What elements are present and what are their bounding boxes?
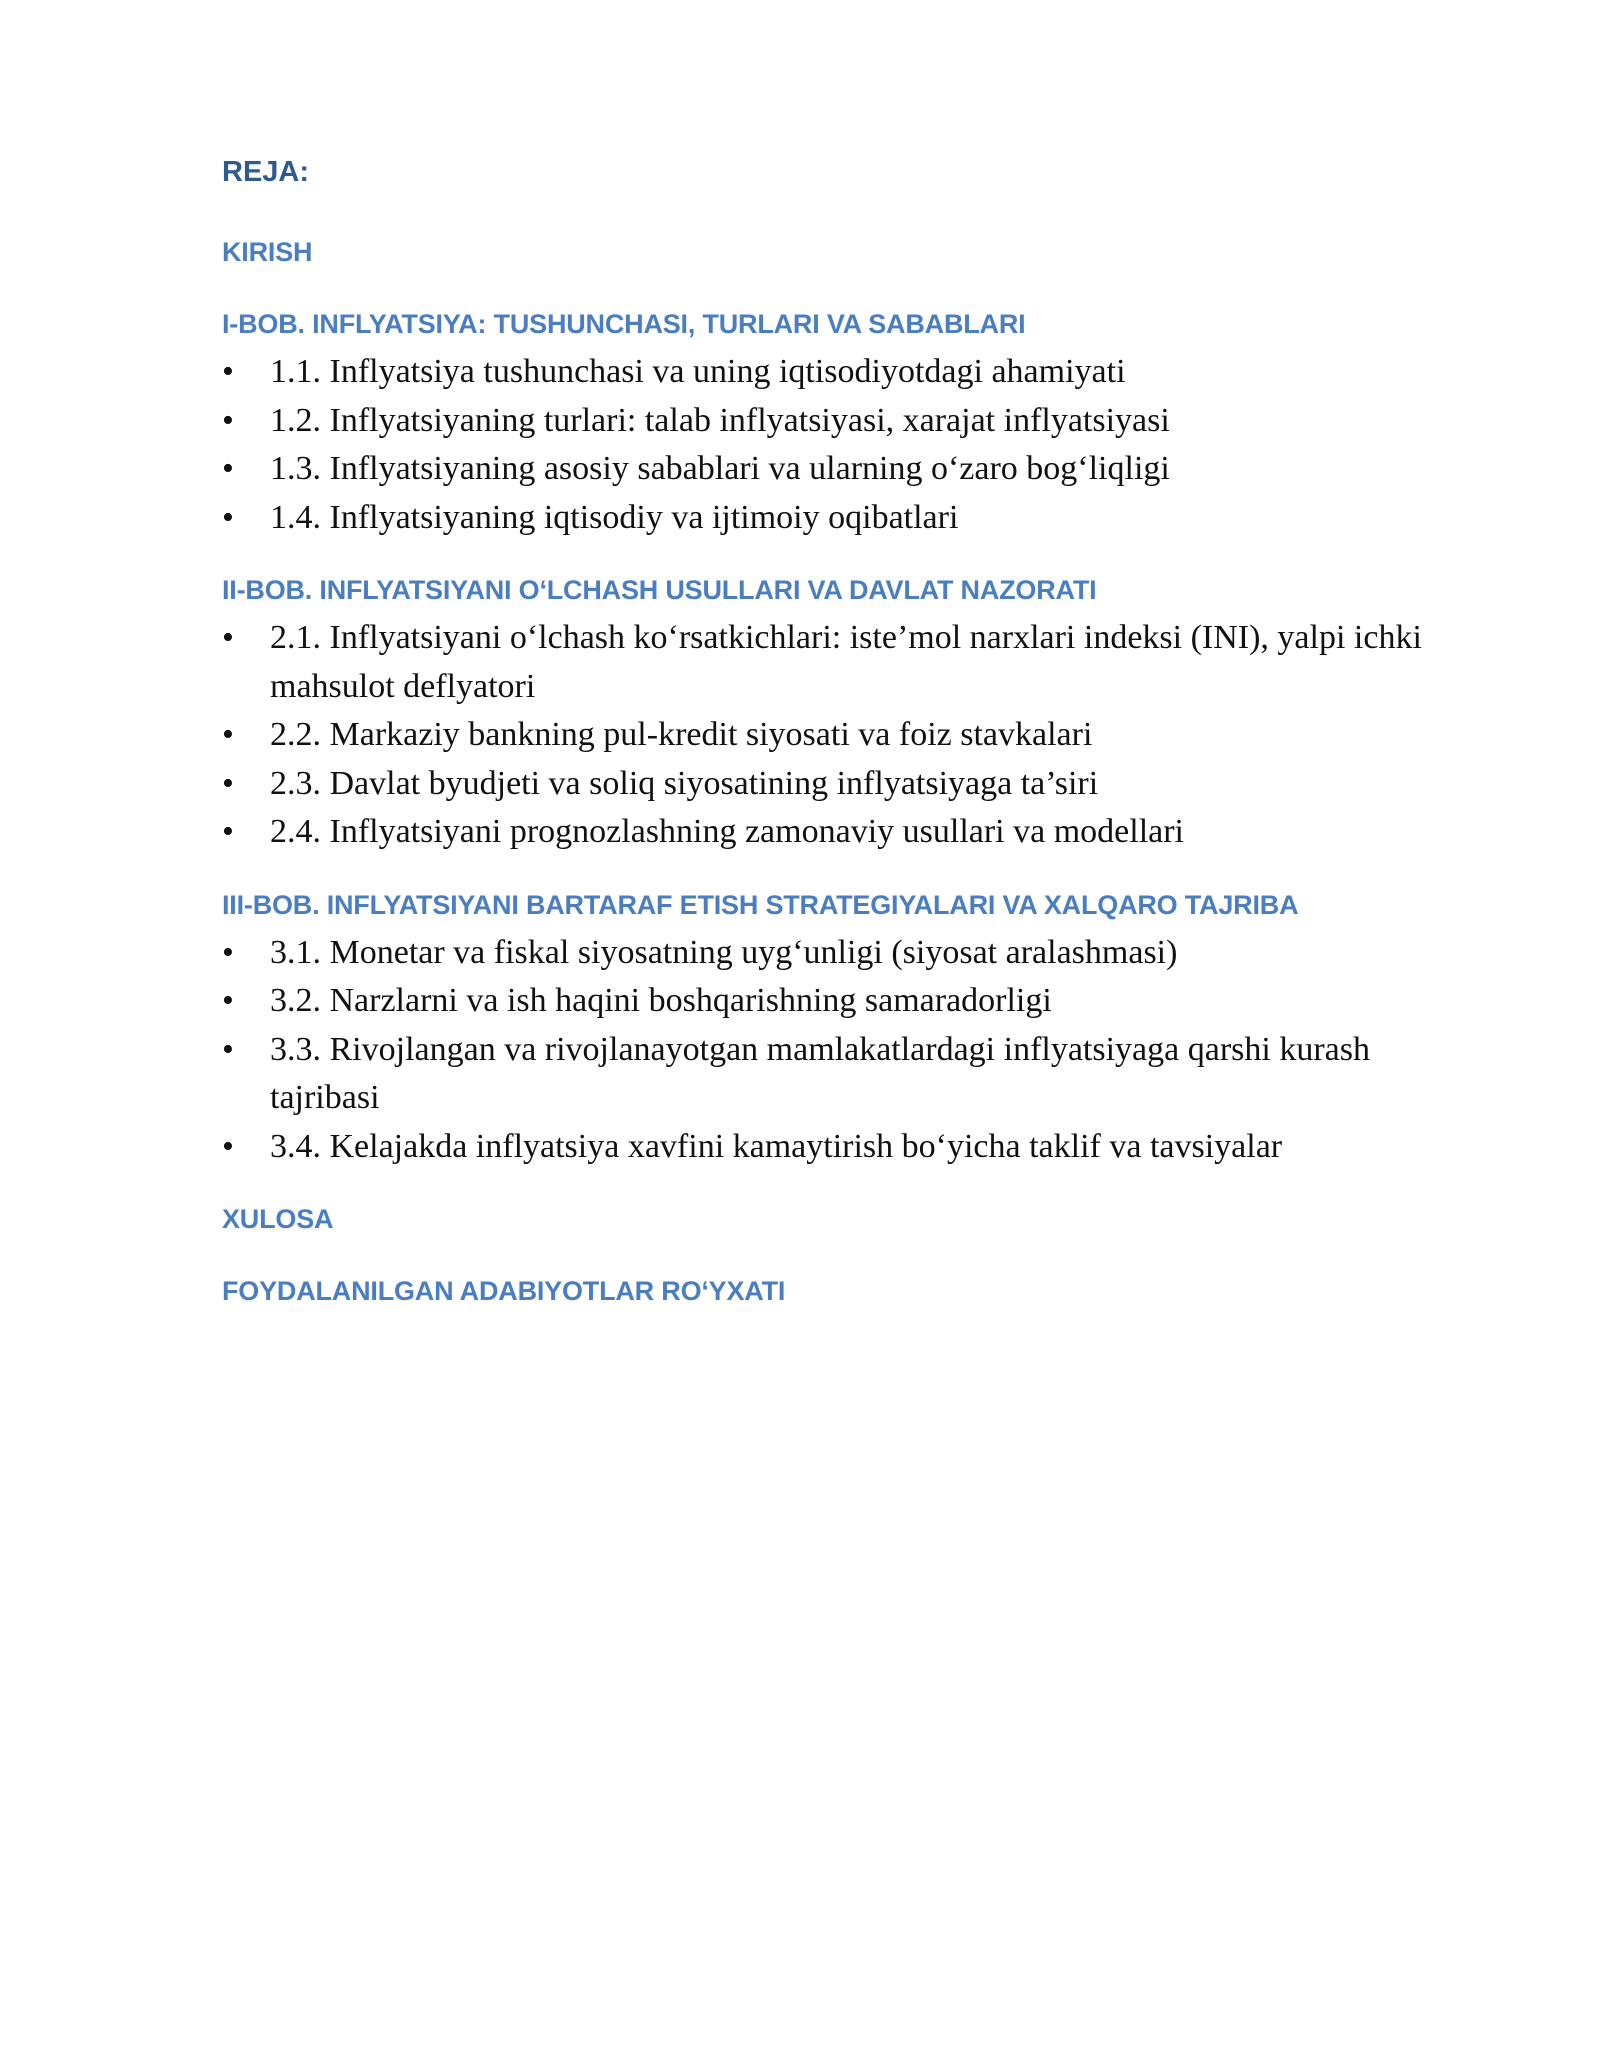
list-item-text: 3.4. Kelajakda inflyatsiya xavfini kamaytirish bo‘yicha taklif va tavsiyalar	[270, 1127, 1283, 1165]
list-item-text: 2.1. Inflyatsiyani o‘lchash ko‘rsatkichlari: iste’mol narxlari indeksi (INI), yalpi ichki mahsulot deflyatori	[270, 619, 1422, 705]
list-item	[222, 494, 1472, 543]
chapter-3	[222, 885, 1472, 1172]
list-item-text: 2.2. Markaziy bankning pul-kredit siyosati va foiz stavkalari	[270, 716, 1093, 753]
list-item	[222, 977, 1472, 1026]
list-item-text: 2.3. Davlat byudjeti va soliq siyosatining inflyatsiyaga ta’siri	[270, 764, 1099, 802]
chapter-heading: I-BOB. INFLYATSIYA: TUSHUNCHASI, TURLARI VA SABABLARI	[222, 309, 1026, 339]
list-item-text: 1.1. Inflyatsiya tushunchasi va uning iqtisodiyotdagi ahamiyati	[270, 353, 1126, 390]
list-item	[222, 1123, 1472, 1172]
list-item-text: 3.1. Monetar va fiskal siyosatning uyg‘unligi (siyosat aralashmasi)	[270, 933, 1178, 971]
document-page	[222, 150, 1472, 1311]
bullet-icon: •	[222, 450, 234, 487]
list-item-text: 1.4. Inflyatsiyaning iqtisodiy va ijtimoiy oqibatlari	[270, 498, 959, 536]
bullet-icon: •	[222, 353, 234, 390]
list-item-text: 1.2. Inflyatsiyaning turlari: talab inflyatsiyasi, xarajat inflyatsiyasi	[270, 401, 1170, 439]
list-item	[222, 614, 1472, 711]
list-item-text: 1.3. Inflyatsiyaning asosiy sabablari va ularning o‘zaro bog‘liqligi	[270, 450, 1170, 487]
list-item	[222, 1026, 1472, 1123]
bullet-icon: •	[222, 1127, 234, 1165]
bullet-icon: •	[222, 498, 234, 536]
bullet-icon: •	[222, 716, 234, 753]
heading-intro: KIRISH	[222, 237, 313, 267]
chapter-heading: II-BOB. INFLYATSIYANI O‘LCHASH USULLARI VA DAVLAT NAZORATI	[222, 575, 1097, 605]
chapter-1	[222, 304, 1472, 542]
list-item	[222, 397, 1472, 446]
page-title: REJA:	[222, 156, 310, 188]
bullet-icon: •	[222, 982, 234, 1019]
bullet-icon: •	[222, 401, 234, 439]
list-item-text: 3.3. Rivojlangan va rivojlanayotgan mamlakatlardagi inflyatsiyaga qarshi kurash tajribasi	[270, 1030, 1370, 1116]
chapter-item-list	[222, 929, 1472, 1172]
heading-references: FOYDALANILGAN ADABIYOTLAR RO‘YXATI	[222, 1276, 786, 1306]
bullet-icon: •	[222, 619, 234, 656]
bullet-icon: •	[222, 933, 234, 971]
list-item	[222, 711, 1472, 760]
heading-conclusion: XULOSA	[222, 1204, 334, 1234]
chapter-2	[222, 570, 1472, 857]
bullet-icon: •	[222, 813, 234, 850]
chapter-item-list	[222, 614, 1472, 857]
chapter-item-list	[222, 348, 1472, 542]
list-item	[222, 929, 1472, 978]
chapter-heading: III-BOB. INFLYATSIYANI BARTARAF ETISH STRATEGIYALARI VA XALQARO TAJRIBA	[222, 889, 1299, 920]
bullet-icon: •	[222, 764, 234, 802]
list-item-text: 3.2. Narzlarni va ish haqini boshqarishning samaradorligi	[270, 982, 1052, 1019]
list-item	[222, 808, 1472, 857]
list-item	[222, 760, 1472, 809]
bullet-icon: •	[222, 1030, 234, 1068]
list-item-text: 2.4. Inflyatsiyani prognozlashning zamonaviy usullari va modellari	[270, 813, 1184, 850]
list-item	[222, 348, 1472, 397]
list-item	[222, 445, 1472, 494]
